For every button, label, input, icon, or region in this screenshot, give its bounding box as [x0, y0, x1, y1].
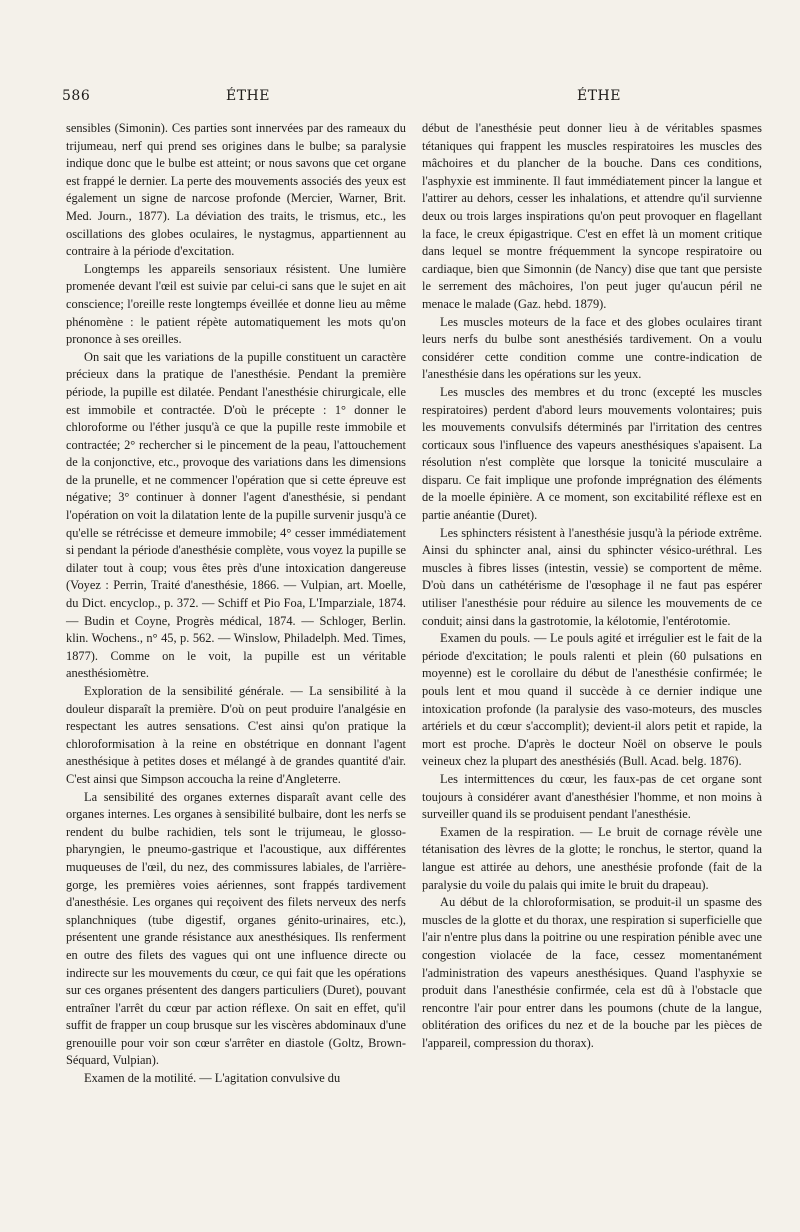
paragraph: Longtemps les appareils sensoriaux résistent. Une lumière promenée devant l'œil est suivie par celui-ci sans que le sujet en ait conscience; l'oreille reste longtemps éveillée et donne lieu au même phénomène : le patient répète automatiquement les mots qu'on prononce à ses oreilles.	[66, 261, 406, 347]
paragraph: Exploration de la sensibilité générale. — La sensibilité à la douleur disparaît la première. D'où on peut produire l'analgésie en respectant les autres sensations. C'est ainsi qu'on pratique la chloroformisation à la reine en obstétrique en donnant l'agent anesthésique à petites doses et mélangé à de grandes quantité d'air. C'est ainsi que Simpson accoucha la reine d'Angleterre.	[66, 684, 406, 786]
running-head-right: ÉTHE	[577, 88, 621, 104]
paragraph: Examen de la respiration. — Le bruit de cornage révèle une tétanisation des lèvres de la glotte; le ronchus, le stertor, quand la langue est attirée au dehors, une anesthésie profonde (fait de la paralysie du voile du palais qui imite le bruit du drapeau).	[422, 824, 762, 892]
paragraph: Examen de la motilité. — L'agitation convulsive du	[84, 1071, 341, 1086]
paragraph: sensibles (Simonin). Ces parties sont innervées par des rameaux du trijumeau, nerf qui prend ses origines dans le bulbe; sa paralysie indique donc que le bulbe est atteint; or nous savons que cet organe est frappé le dernier. La perte des mouvements associés des yeux est également un signe de narcose profonde (Mercier, Warner, Brit. Med. Journ., 1877). La déviation des traits, le trismus, etc., les oscillations des globes oculaires, le nystagmus, appartiennent au contraire à la période d'excitation.	[66, 121, 406, 259]
paragraph: Les intermittences du cœur, les faux-pas de cet organe sont toujours à considérer avant d'anesthésier l'homme, et non moins à surveiller quand ils se produisent pendant l'anesthésie.	[422, 771, 762, 822]
paragraph: On sait que les variations de la pupille constituent un caractère précieux dans la pratique de l'anesthésie. Pendant la première période, la pupille est dilatée. Pendant l'anesthésie chirurgicale, elle est immobile et contractée. D'où le précepte : 1° donner le chloroforme ou l'éther jusqu'à ce que la pupille reste immobile et contractée; 2° rechercher si le pincement de la peau, l'attouchement de la conjonctive, etc., provoque des variations dans les dimensions de la prunelle, et ne commencer l'opération que si cette épreuve est négative; 3° continuer à donner l'agent d'anesthésie, si pendant l'opération on voit la dilatation lente de la pupille survenir jusqu'à ce qu'elle se rétrécisse et demeure immobile; 4° cesser immédiatement si pendant la période d'anesthésie complète, vous voyez la pupille se dilater tout à coup; vous êtes près d'une intoxication dangereuse (Voyez : Perrin, Traité d'anesthésie, 1866. — Vulpian, art. Moelle, du Dict. encyclop., p. 372. — Schiff et Pio Foa, L'Imparziale, 1874. — Budin et Coyne, Progrès médical, 1874. — Schloger, Berlin. klin. Wochens., n° 45, p. 562. — Winslow, Philadelph. Med. Times, 1877). Comme on le voit, la pupille est un véritable anesthésiomètre.	[66, 349, 406, 681]
paragraph: Les muscles moteurs de la face et des globes oculaires tirant leurs nerfs du bulbe sont anesthésiés tardivement. On a voulu considérer cette condition comme une contre-indication de l'anesthésie dans les opérations sur les yeux.	[422, 314, 762, 382]
paragraph: début de l'anesthésie peut donner lieu à de véritables spasmes tétaniques qui frappent les muscles respiratoires les muscles des mâchoires et du plancher de la bouche. Dans ces conditions, l'asphyxie est imminente. Il faut immédiatement pincer la langue et l'attirer au dehors, cesser les inhalations, et attendre qu'il survienne deux ou trois larges inspirations qu'on peut provoquer en flagellant la face, le creux épigastrique. C'est en effet là un moment critique dans lequel se montre fréquemment la syncope respiratoire ou cardiaque, bien que Simonnin (de Nancy) dise que tant que persiste le serrement des mâchoires, l'on peut juger qu'aucun péril ne menace le malade (Gaz. hebd. 1879).	[422, 121, 762, 311]
paragraph: Examen du pouls. — Le pouls agité et irrégulier est le fait de la période d'excitation; le pouls ralenti et plein (60 pulsations en moyenne) est le corollaire du début de l'anesthésie confirmée; le pouls lent et mou quand il succède à ce dernier indique une intoxication profonde (la paralysie des vaso-moteurs, des muscles artériels et du cœur s'accomplit); devient-il alors petit et rapide, la mort est proche. D'après le docteur Noël on observe le pouls veineux chez la plupart des anesthésiés (Bull. Acad. belg. 1876).	[422, 631, 762, 769]
paragraph: Au début de la chloroformisation, se produit-il un spasme des muscles de la glotte et du thorax, une respiration si superficielle que l'air n'entre plus dans la poitrine ou une respiration pénible avec une congestion violacée de la face, cessez momentanément l'administration des vapeurs anesthésiques. Quand l'asphyxie se produit dans l'anesthésie confirmée, cela est dû à l'obstacle que rencontre l'air pour entrer dans les poumons (chute de la langue, oblitération des orifices du nez et de la bouche par les pièces de l'appareil, compression du thorax).	[422, 895, 762, 1050]
running-header	[0, 88, 800, 110]
paragraph: La sensibilité des organes externes disparaît avant celle des organes internes. Les organes à sensibilité bulbaire, dont les nerfs se rendent du bulbe rachidien, tels sont le trijumeau, le glosso-pharyngien, le pneumo-gastrique et l'acoustique, aux différentes muqueuses de l'œil, du nez, des commissures labiales, de l'arrière-gorge, les premières voies aériennes, sont frappés tardivement d'anesthésie. Les organes qui reçoivent des filets nerveux des nerfs splanchniques (tube digestif, organes génito-urinaires, etc.), présentent une grande résistance aux anesthésiques. Ils renferment en outre des filets des vagues qui ont une influence directe ou indirecte sur les mouvements du cœur, ce qui fait que les opérations sur ces organes présentent des dangers particuliers (Duret), pouvant entraîner l'arrêt du cœur par action réflexe. On sait en effet, qu'il suffit de frapper un coup brusque sur les viscères abdominaux d'une grenouille pour voir son cœur s'arrêter en diastole (Goltz, Brown-Séquard, Vulpian).	[66, 789, 406, 1068]
paragraph: Les sphincters résistent à l'anesthésie jusqu'à la période extrême. Ainsi du sphincter anal, ainsi du sphincter vésico-uréthral. Les muscles à fibres lisses (intestin, vessie) se comportent de même. D'où dans un cathétérisme de l'œsophage il ne faut pas espérer utiliser l'anesthésie pour réduire au silence les mouvements de ce conduit; ainsi dans la gastrotomie, la kélotomie, l'entérotomie.	[422, 525, 762, 628]
paragraph: Les muscles des membres et du tronc (excepté les muscles respiratoires) perdent d'abord leurs mouvements volontaires; puis les mouvements convulsifs déterminés par l'irritation des centres corticaux sous l'influence des vapeurs anesthésiques s'apaisent. La résolution n'est complète que lorsque la tonicité musculaire a disparu. Ce fait implique une profonde imprégnation des éléments de la moelle épinière. A ce moment, son excitabilité réflexe est en partie anéantie (Duret).	[422, 384, 762, 523]
right-column	[422, 120, 762, 1052]
page-number: 586	[62, 88, 91, 104]
running-head-left: ÉTHE	[226, 88, 270, 104]
left-column	[66, 120, 406, 1088]
